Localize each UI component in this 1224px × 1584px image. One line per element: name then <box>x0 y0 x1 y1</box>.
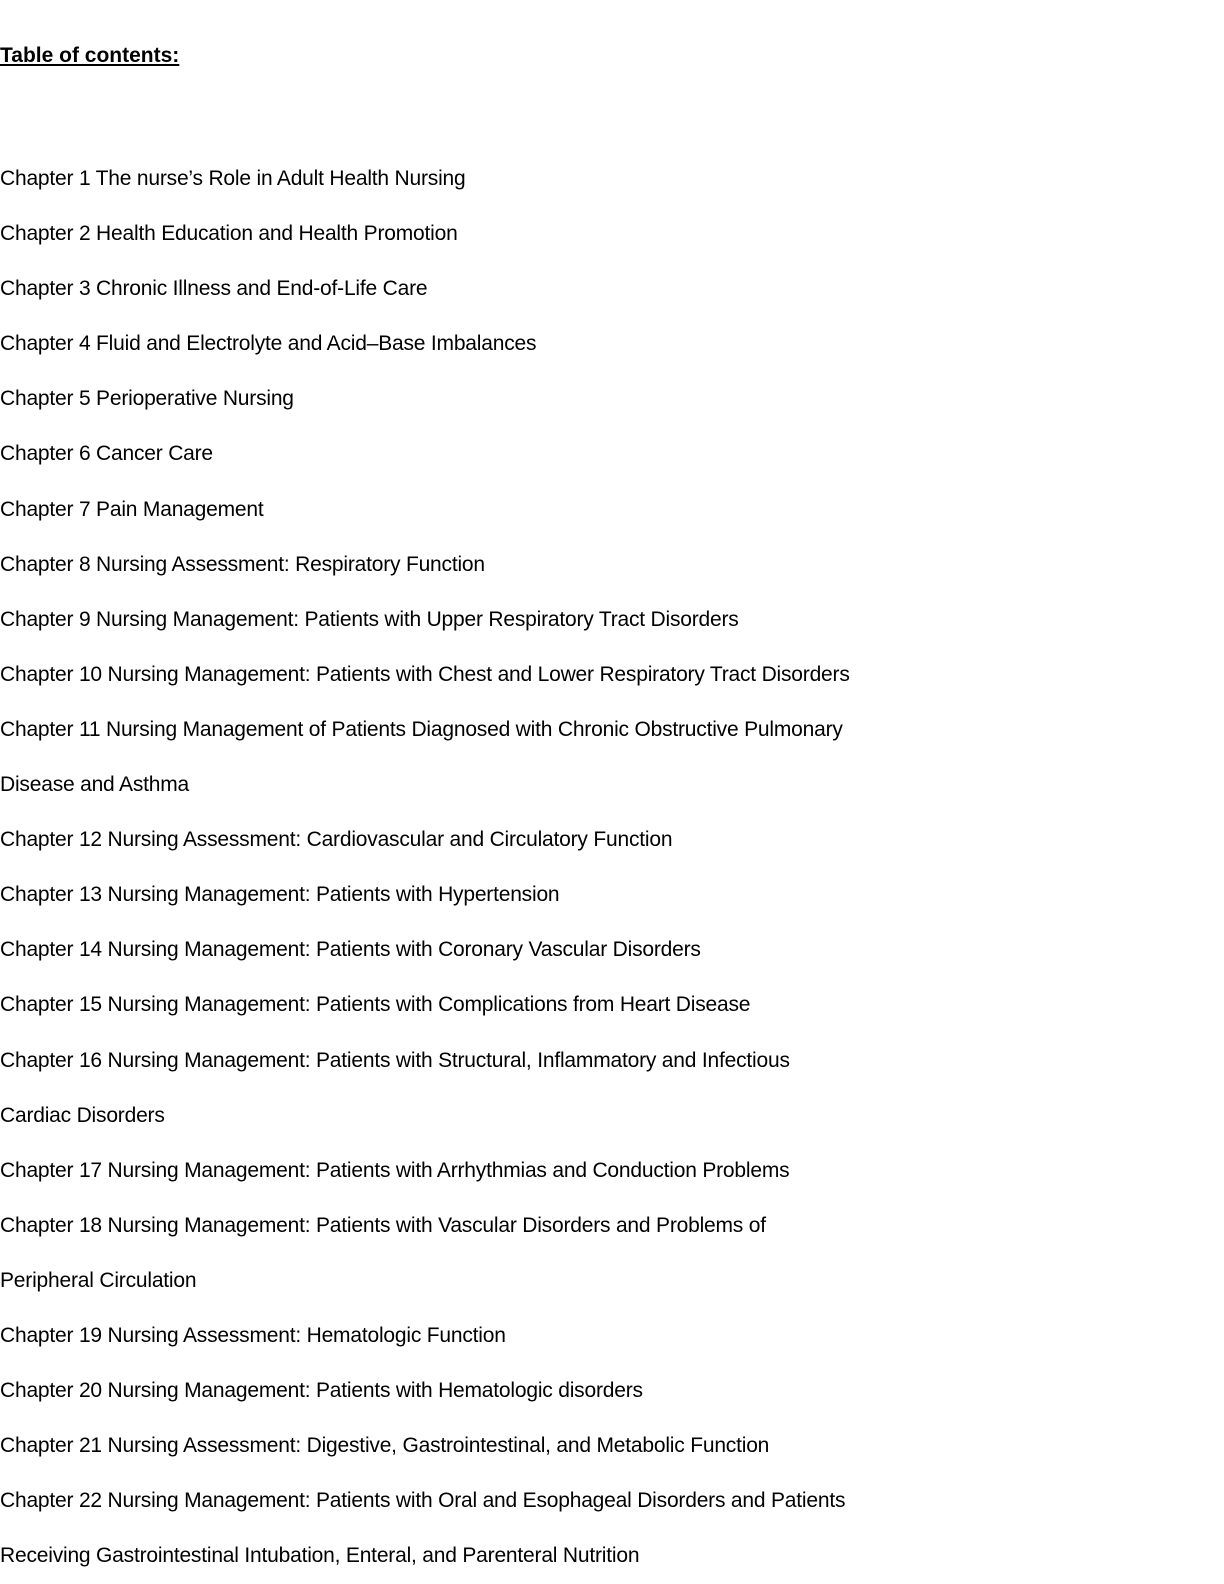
toc-line: Chapter 5 Perioperative Nursing <box>0 387 294 411</box>
toc-list <box>0 151 1000 1583</box>
toc-heading: Table of contents: <box>0 44 180 67</box>
toc-line: Chapter 3 Chronic Illness and End-of-Life Care <box>0 277 428 301</box>
toc-line: Chapter 19 Nursing Assessment: Hematologic Function <box>0 1323 506 1347</box>
toc-line: Chapter 20 Nursing Management: Patients with Hematologic disorders <box>0 1379 643 1403</box>
toc-line: Chapter 15 Nursing Management: Patients with Complications from Heart Disease <box>0 993 751 1017</box>
toc-line: Chapter 18 Nursing Management: Patients with Vascular Disorders and Problems of <box>0 1213 766 1237</box>
toc-line: Chapter 2 Health Education and Health Promotion <box>0 222 458 246</box>
toc-line: Chapter 9 Nursing Management: Patients with Upper Respiratory Tract Disorders <box>0 607 739 631</box>
toc-line: Chapter 10 Nursing Management: Patients with Chest and Lower Respiratory Tract Disorders <box>0 662 850 686</box>
toc-line: Receiving Gastrointestinal Intubation, Enteral, and Parenteral Nutrition <box>0 1544 640 1568</box>
toc-line: Chapter 22 Nursing Management: Patients with Oral and Esophageal Disorders and Patients <box>0 1489 846 1513</box>
toc-line: Disease and Asthma <box>0 773 190 797</box>
toc-line: Chapter 6 Cancer Care <box>0 442 213 466</box>
toc-line: Chapter 21 Nursing Assessment: Digestive, Gastrointestinal, and Metabolic Function <box>0 1434 770 1458</box>
toc-line: Cardiac Disorders <box>0 1103 165 1127</box>
toc-line: Chapter 11 Nursing Management of Patients Diagnosed with Chronic Obstructive Pulmonary <box>0 717 843 741</box>
toc-line: Chapter 7 Pain Management <box>0 497 264 521</box>
toc-line: Chapter 13 Nursing Management: Patients with Hypertension <box>0 883 560 907</box>
toc-line: Chapter 4 Fluid and Electrolyte and Acid–Base Imbalances <box>0 332 537 356</box>
toc-line: Chapter 1 The nurse’s Role in Adult Health Nursing <box>0 167 466 190</box>
toc-line: Chapter 17 Nursing Management: Patients with Arrhythmias and Conduction Problems <box>0 1158 790 1182</box>
toc-line: Chapter 8 Nursing Assessment: Respiratory Function <box>0 552 485 576</box>
toc-line: Chapter 12 Nursing Assessment: Cardiovascular and Circulatory Function <box>0 828 673 852</box>
toc-line: Chapter 16 Nursing Management: Patients with Structural, Inflammatory and Infectious <box>0 1048 790 1072</box>
toc-line: Peripheral Circulation <box>0 1268 197 1292</box>
toc-line: Chapter 14 Nursing Management: Patients with Coronary Vascular Disorders <box>0 938 701 962</box>
